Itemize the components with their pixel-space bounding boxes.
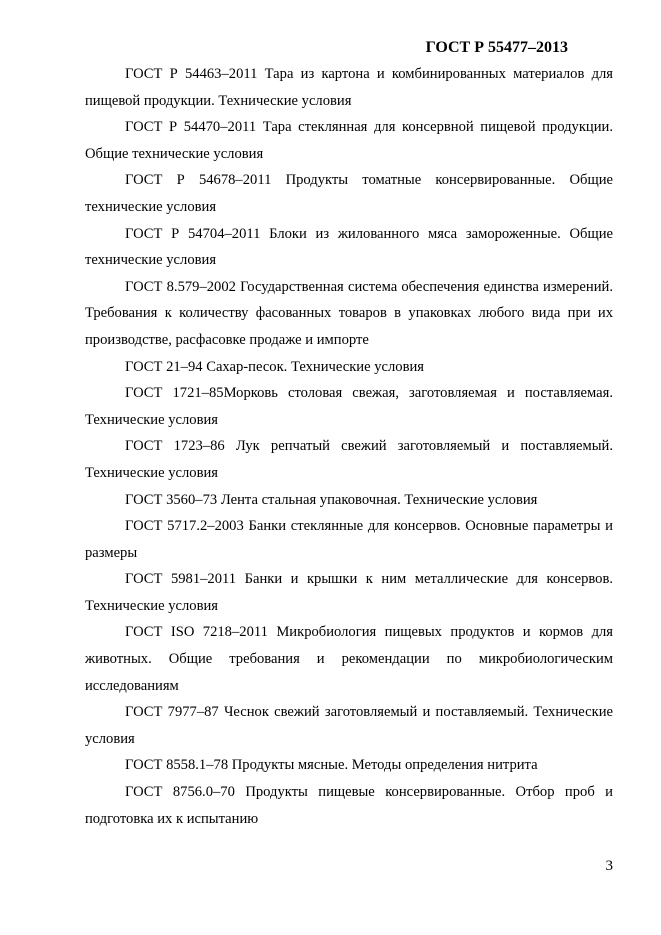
document-number-header: ГОСТ Р 55477–2013 <box>425 39 568 56</box>
reference-item: ГОСТ 8558.1–78 Продукты мясные. Методы определения нитрита <box>125 757 538 774</box>
reference-item: ГОСТ 1721–85Морковь столовая свежая, заготовляемая и поставляемая. Технические условия <box>85 385 613 428</box>
reference-item: ГОСТ Р 54463–2011 Тара из картона и комбинированных материалов для пищевой продукции. Технические условия <box>85 66 613 109</box>
reference-item: ГОСТ 3560–73 Лента стальная упаковочная. Технические условия <box>125 491 538 508</box>
reference-item: ГОСТ 7977–87 Чеснок свежий заготовляемый и поставляемый. Технические условия <box>85 704 613 747</box>
reference-item: ГОСТ 5717.2–2003 Банки стеклянные для консервов. Основные параметры и размеры <box>85 518 613 561</box>
page-number: 3 <box>605 858 613 874</box>
reference-item: ГОСТ ISO 7218–2011 Микробиология пищевых продуктов и кормов для животных. Общие требования и рекомендации по микробиологическим исследованиям <box>85 624 613 694</box>
reference-item: ГОСТ 8.579–2002 Государственная система обеспечения единства измерений. Требования к количеству фасованных товаров в упаковках любого вида при их производстве, расфасовке продаже и импорте <box>85 278 613 348</box>
reference-item: ГОСТ Р 54470–2011 Тара стеклянная для консервной пищевой продукции. Общие технические условия <box>85 119 613 162</box>
normative-references-list <box>85 61 613 832</box>
reference-item: ГОСТ Р 54678–2011 Продукты томатные консервированные. Общие технические условия <box>85 172 613 215</box>
reference-item: ГОСТ 8756.0–70 Продукты пищевые консервированные. Отбор проб и подготовка их к испытанию <box>85 784 613 827</box>
reference-item: ГОСТ Р 54704–2011 Блоки из жилованного мяса замороженные. Общие технические условия <box>85 225 613 269</box>
reference-item: ГОСТ 5981–2011 Банки и крышки к ним металлические для консервов. Технические условия <box>85 571 613 614</box>
reference-item: ГОСТ 21–94 Сахар-песок. Технические условия <box>125 358 424 375</box>
reference-item: ГОСТ 1723–86 Лук репчатый свежий заготовляемый и поставляемый. Технические условия <box>85 438 613 481</box>
